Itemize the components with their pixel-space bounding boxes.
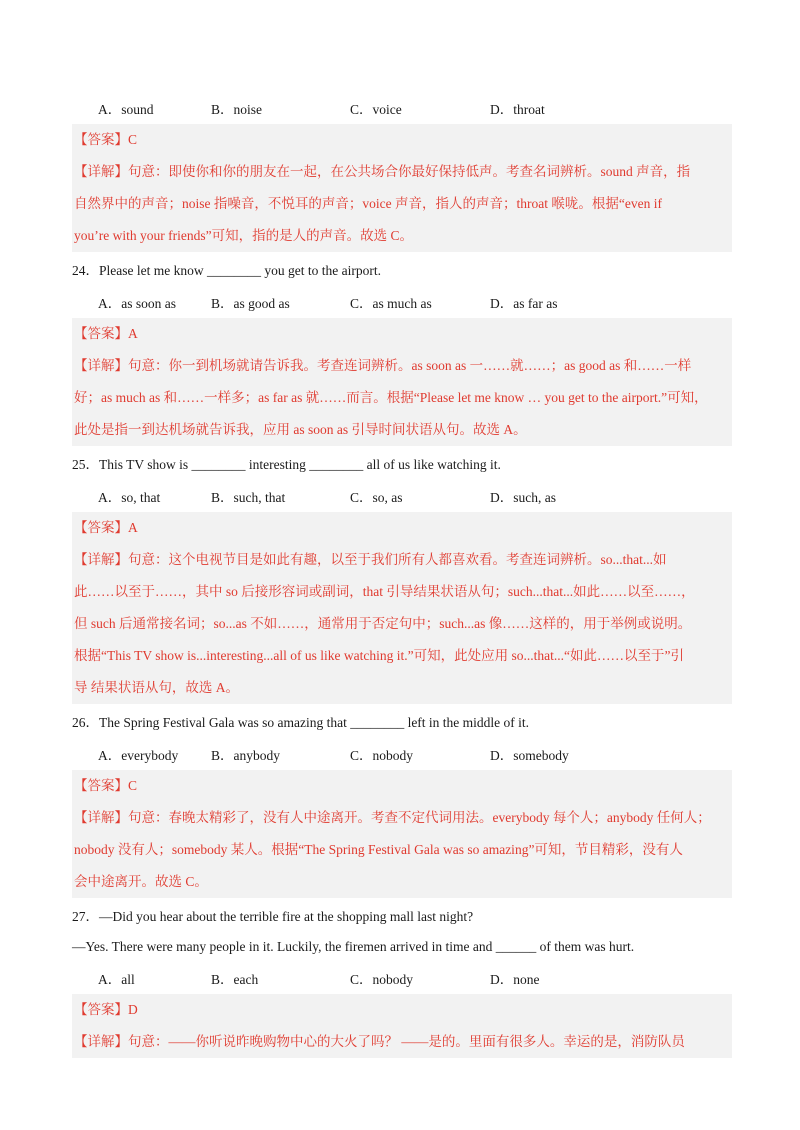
option-a: A．all xyxy=(98,972,135,987)
option-c: C．nobody xyxy=(350,748,414,763)
detail-line: 此……以至于……，其中 so 后接形容词或副词，that 引导结果状语从句；such...that...如此……以至……， xyxy=(74,584,695,599)
answer-box xyxy=(72,124,732,252)
answer-box xyxy=(72,770,732,898)
option-b: B．as good as xyxy=(211,296,290,311)
option-b: B．each xyxy=(211,972,259,987)
detail-line: 导 结果状语从句，故选 A。 xyxy=(74,680,239,695)
options-row xyxy=(72,286,732,316)
option-b: B．anybody xyxy=(211,748,280,763)
option-a: A．sound xyxy=(98,102,154,117)
option-d: D．none xyxy=(490,972,540,987)
options-row xyxy=(72,962,732,992)
answer-label: 【答案】A xyxy=(74,326,138,341)
detail-line: you’re with your friends”可知，指的是人的声音。故选 C。 xyxy=(74,228,413,243)
question-27: 27．—Did you hear about the terrible fire at the shopping mall last night? xyxy=(72,909,474,924)
detail-line: 【详解】句意：这个电视节目是如此有趣，以至于我们所有人都喜欢看。考查连词辨析。so...that...如 xyxy=(74,552,667,567)
detail-line: 但 such 后通常接名词；so...as 不如……，通常用于否定句中；such...as 像……这样的，用于举例或说明。 xyxy=(74,616,692,631)
detail-line: 好；as much as 和……一样多；as far as 就……而言。根据“Please let me know … you get to the airport.”可知， xyxy=(74,390,708,405)
detail-line: 会中途离开。故选 C。 xyxy=(74,874,208,889)
question-24: 24．Please let me know ________ you get to the airport. xyxy=(72,263,381,278)
detail-line: 【详解】句意：你一到机场就请告诉我。考查连词辨析。as soon as 一……就……；as good as 和……一样 xyxy=(74,358,692,373)
option-a: A．everybody xyxy=(98,748,179,763)
options-row xyxy=(72,738,732,768)
option-c: C．so, as xyxy=(350,490,403,505)
detail-line: 自然界中的声音；noise 指噪音，不悦耳的声音；voice 声音，指人的声音；throat 喉咙。根据“even if xyxy=(74,196,662,211)
answer-label: 【答案】A xyxy=(74,520,138,535)
detail-line: 【详解】句意：春晚太精彩了，没有人中途离开。考查不定代词用法。everybody 每个人；anybody 任何人； xyxy=(74,810,711,825)
document-page xyxy=(72,92,732,1062)
question-27-reply: —Yes. There were many people in it. Luckily, the firemen arrived in time and ______ of them was hurt. xyxy=(72,939,635,954)
option-a: A．as soon as xyxy=(98,296,176,311)
option-c: C．as much as xyxy=(350,296,432,311)
answer-label: 【答案】C xyxy=(74,132,138,147)
detail-line: 【详解】句意：——你听说昨晚购物中心的大火了吗？ ——是的。里面有很多人。幸运的是，消防队员 xyxy=(74,1034,685,1049)
question-25: 25．This TV show is ________ interesting ________ all of us like watching it. xyxy=(72,457,501,472)
options-row xyxy=(72,480,732,510)
option-c: C．voice xyxy=(350,102,402,117)
detail-line: nobody 没有人；somebody 某人。根据“The Spring Festival Gala was so amazing”可知，节目精彩，没有人 xyxy=(74,842,683,857)
detail-line: 【详解】句意：即使你和你的朋友在一起，在公共场合你最好保持低声。考查名词辨析。sound 声音，指 xyxy=(74,164,691,179)
answer-label: 【答案】C xyxy=(74,778,138,793)
option-d: D．throat xyxy=(490,102,545,117)
option-c: C．nobody xyxy=(350,972,414,987)
option-d: D．as far as xyxy=(490,296,558,311)
answer-label: 【答案】D xyxy=(74,1002,138,1017)
options-row xyxy=(72,92,732,122)
answer-box xyxy=(72,318,732,446)
option-a: A．so, that xyxy=(98,490,161,505)
option-d: D．such, as xyxy=(490,490,556,505)
detail-line: 根据“This TV show is...interesting...all of us like watching it.”可知，此处应用 so...that...“如此……以至于”引 xyxy=(74,648,684,663)
option-b: B．such, that xyxy=(211,490,286,505)
option-d: D．somebody xyxy=(490,748,569,763)
option-b: B．noise xyxy=(211,102,263,117)
answer-box xyxy=(72,994,732,1058)
answer-box xyxy=(72,512,732,704)
detail-line: 此处是指一到达机场就告诉我，应用 as soon as 引导时间状语从句。故选 A。 xyxy=(74,422,527,437)
question-26: 26．The Spring Festival Gala was so amazing that ________ left in the middle of it. xyxy=(72,715,530,730)
